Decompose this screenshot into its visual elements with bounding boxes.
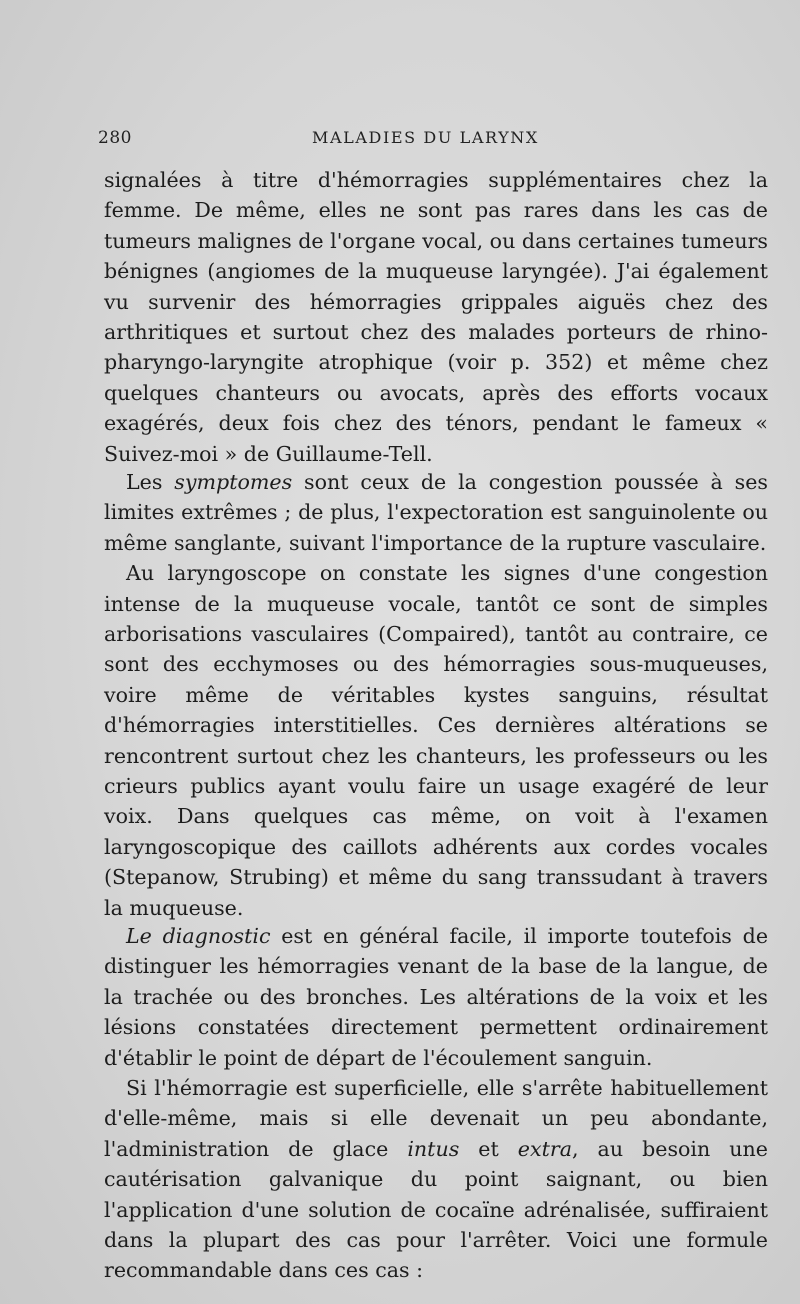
symptoms-text: sont ceux de la congestion poussée à ses limites extrêmes ; de plus, l'expectoration est sanguinolente ou même sanglante, suivant l'importance de la rupture vasculaire. — [104, 470, 768, 555]
symptoms-lead: Les — [126, 470, 175, 494]
symptoms-term: symptomes — [174, 470, 293, 494]
page-number: 280 — [98, 128, 132, 148]
text-block-3 — [104, 921, 768, 1286]
treatment-extra: extra — [517, 1136, 572, 1161]
text-block-2 — [104, 467, 768, 923]
diagnosis-term: Le diagnostic — [126, 924, 271, 948]
treatment-intus: intus — [407, 1136, 460, 1161]
running-title: MALADIES DU LARYNX — [312, 128, 539, 147]
diagnosis-text: est en général facile, il importe toutefois de distinguer les hémorragies venant de la base de la langue, de la trachée ou des bronches. Les altérations de la voix et les lésions constatées directement permettent ordinairement d'établir le point de départ de l'écoulement sanguin. — [104, 924, 769, 1070]
paragraph-symptoms — [104, 467, 768, 558]
treatment-and: et — [459, 1136, 518, 1161]
page-header — [0, 124, 800, 154]
paragraph-treatment — [104, 1073, 768, 1286]
text-block-1 — [104, 165, 768, 469]
treatment-text: , au besoin une cautérisation galvanique du point saignant, ou bien l'application d'une solution de cocaïne adrénalisée, suffiraient dans la plupart des cas pour l'arrêter. Voici une formule recommandable dans ces cas : — [104, 1136, 768, 1283]
paragraph-laryngoscope: Au laryngoscope on constate les signes d'une congestion intense de la muqueuse vocale, tantôt ce sont de simples arborisations vasculaires (Compaired), tantôt au contraire, ce sont des ecchymoses ou des hémorragies sous-muqueuses, voire même de véritables kystes sanguins, résultat d'hémorragies interstitielles. Ces dernières altérations se rencontrent surtout chez les chanteurs, les professeurs ou les crieurs publics ayant voulu faire un usage exagéré de leur voix. Dans quelques cas même, on voit à l'examen laryngoscopique des caillots adhérents aux cordes vocales (Stepanow, Strubing) et même du sang transsudant à travers la muqueuse. — [104, 561, 768, 920]
paragraph-hemorrhage-causes: signalées à titre d'hémorragies supplémentaires chez la femme. De même, elles ne sont pas rares dans les cas de tumeurs malignes de l'organe vocal, ou dans certaines tumeurs bénignes (angiomes de la muqueuse laryngée). J'ai également vu survenir des hémorragies grippales aiguës chez des arthritiques et surtout chez des malades porteurs de rhino-pharyngo-laryngite atrophique (voir p. 352) et même chez quelques chanteurs ou avocats, après des efforts vocaux exagérés, deux fois chez des ténors, pendant le fameux « Suivez-moi » de Guillaume-Tell. — [104, 168, 768, 466]
treatment-lead: Si l'hémorragie est superficielle, elle s'arrête habituellement d'elle-même, mais si elle devenait un peu abondante, l'administration de glace — [104, 1076, 768, 1161]
paragraph-diagnosis — [104, 921, 768, 1073]
